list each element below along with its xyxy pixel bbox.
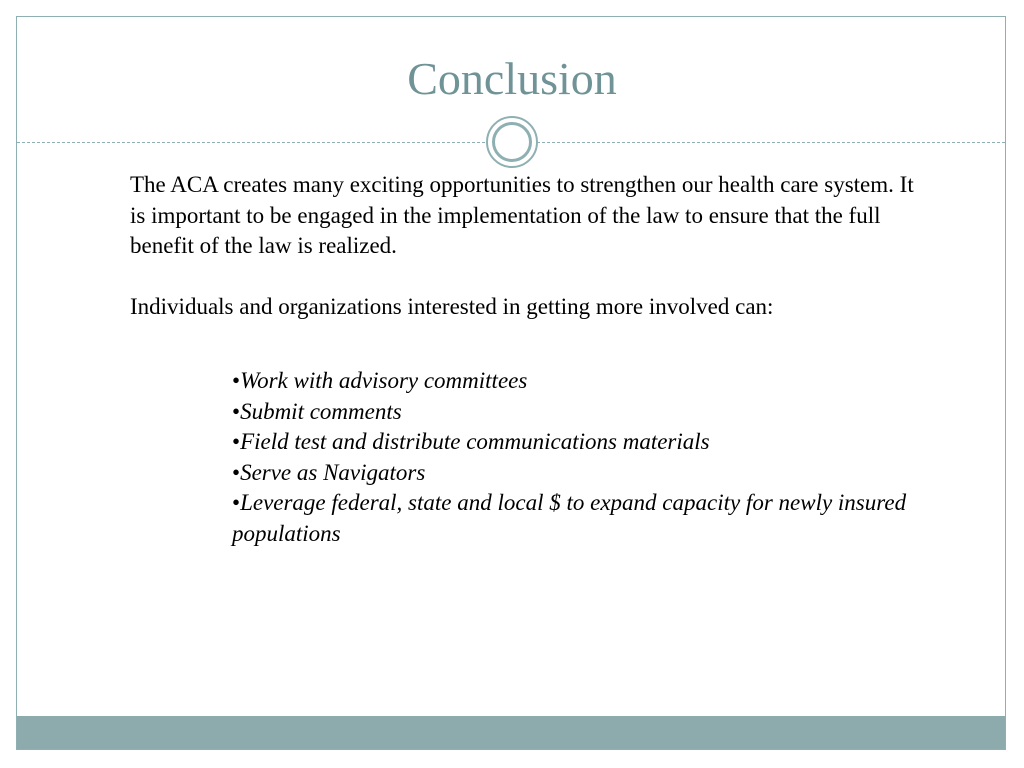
bullet-marker: •: [232, 490, 241, 515]
bullet-item: [232, 366, 922, 397]
bullet-text: Leverage federal, state and local $ to expand capacity for newly insured populations: [232, 490, 907, 546]
bullet-text: Field test and distribute communications materials: [240, 429, 710, 454]
bullet-item: [232, 397, 922, 428]
bullet-item: [232, 488, 922, 549]
bullet-text: Serve as Navigators: [240, 459, 426, 485]
bullet-item: [232, 427, 922, 458]
bullet-marker: •: [232, 459, 241, 485]
footer-band: [17, 716, 1005, 749]
bullet-text: Work with advisory committees: [240, 368, 528, 393]
divider-inner-ring: [492, 122, 532, 162]
slide-title: Conclusion: [407, 53, 617, 104]
bullet-text: Submit comments: [240, 398, 402, 424]
slide-body: [130, 170, 920, 322]
bullet-marker: •: [232, 398, 241, 424]
paragraph-involvement: Individuals and organizations interested in getting more involved can:: [130, 293, 774, 319]
bullet-marker: •: [232, 368, 241, 393]
action-bullet-list: [232, 366, 922, 549]
bullet-marker: •: [232, 429, 241, 454]
bullet-item: [232, 458, 922, 489]
divider-ring-icon: [486, 116, 538, 168]
paragraph-intro: The ACA creates many exciting opportunities to strengthen our health care system. It is important to be engaged in the implementation of the law to ensure that the full benefit of the law is realized.: [130, 172, 914, 258]
